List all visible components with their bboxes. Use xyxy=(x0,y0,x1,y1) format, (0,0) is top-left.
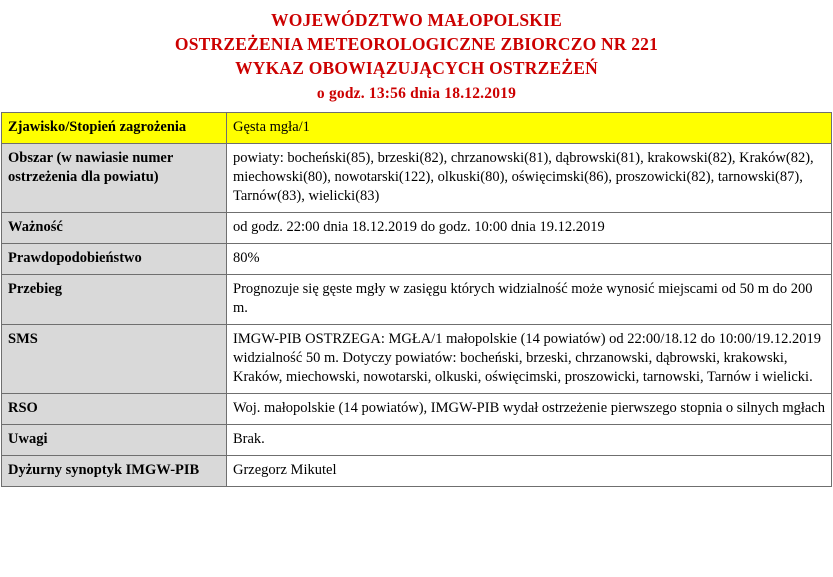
row-value: Woj. małopolskie (14 powiatów), IMGW-PIB wydał ostrzeżenie pierwszego stopnia o silnych mgłach xyxy=(227,394,832,425)
header-line-timestamp: o godz. 13:56 dnia 18.12.2019 xyxy=(316,85,517,102)
table-row xyxy=(2,113,832,144)
warning-table-body xyxy=(2,113,832,487)
row-value: 80% xyxy=(227,244,832,275)
row-label: Dyżurny synoptyk IMGW-PIB xyxy=(2,456,227,487)
row-value: Prognozuje się gęste mgły w zasięgu których widzialność może wynosić miejscami od 50 m do 200 m. xyxy=(227,275,832,325)
table-row xyxy=(2,456,832,487)
header-line-title: OSTRZEŻENIA METEOROLOGICZNE ZBIORCZO NR 221 xyxy=(174,34,659,54)
row-label: Zjawisko/Stopień zagrożenia xyxy=(2,113,227,144)
table-row xyxy=(2,275,832,325)
table-row xyxy=(2,394,832,425)
table-row xyxy=(2,144,832,213)
warning-table xyxy=(1,112,832,487)
row-label: Obszar (w nawiasie numer ostrzeżenia dla powiatu) xyxy=(2,144,227,213)
table-row xyxy=(2,425,832,456)
header-line-region: WOJEWÓDZTWO MAŁOPOLSKIE xyxy=(271,10,562,30)
row-value: Gęsta mgła/1 xyxy=(227,113,832,144)
row-label: Uwagi xyxy=(2,425,227,456)
row-value: IMGW-PIB OSTRZEGA: MGŁA/1 małopolskie (14 powiatów) od 22:00/18.12 do 10:00/19.12.2019 widzialność 50 m. Dotyczy powiatów: bocheński, brzeski, chrzanowski, dąbrowski, krakowski, Kraków, miechowski, nowotarski, olkuski, oświęcimski, proszowicki, tarnowski, Tarnów i wielicki. xyxy=(227,325,832,394)
row-label: SMS xyxy=(2,325,227,394)
row-value: Brak. xyxy=(227,425,832,456)
header-line-subtitle: WYKAZ OBOWIĄZUJĄCYCH OSTRZEŻEŃ xyxy=(235,58,598,78)
row-value: powiaty: bocheński(85), brzeski(82), chrzanowski(81), dąbrowski(81), krakowski(82), Kraków(82), miechowski(80), nowotarski(122), olkuski(80), oświęcimski(86), proszowicki(82), tarnowski(87), Tarnów(83), wielicki(83) xyxy=(227,144,832,213)
table-row xyxy=(2,244,832,275)
row-label: Prawdopodobieństwo xyxy=(2,244,227,275)
row-value: od godz. 22:00 dnia 18.12.2019 do godz. 10:00 dnia 19.12.2019 xyxy=(227,213,832,244)
row-label: RSO xyxy=(2,394,227,425)
row-label: Przebieg xyxy=(2,275,227,325)
row-value: Grzegorz Mikutel xyxy=(227,456,832,487)
document-header xyxy=(0,0,833,112)
table-row xyxy=(2,213,832,244)
row-label: Ważność xyxy=(2,213,227,244)
table-row xyxy=(2,325,832,394)
